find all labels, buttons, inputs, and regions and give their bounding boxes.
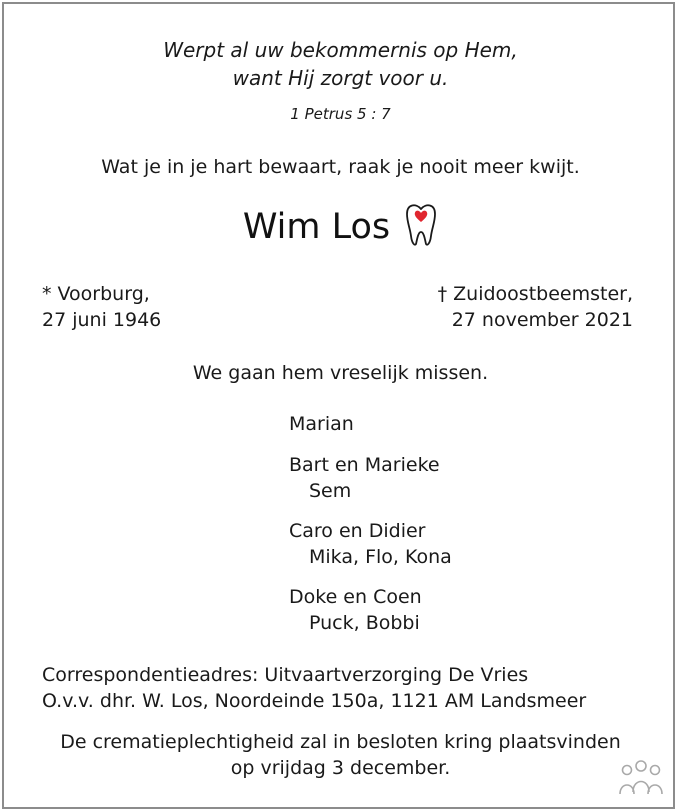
family-member: Bart en Marieke — [289, 454, 440, 476]
ceremony-line-1: De crematieplechtigheid zal in besloten kring plaatsvinden — [60, 731, 621, 753]
death-date: 27 november 2021 — [451, 309, 633, 331]
farewell-message: We gaan hem vreselijk missen. — [192, 362, 489, 384]
birth-date: 27 juni 1946 — [42, 309, 162, 331]
family-member: Caro en Didier — [289, 520, 426, 542]
verse-line-2: want Hij zorgt voor u. — [232, 66, 449, 90]
family-member: Doke en Coen — [289, 586, 422, 608]
verse-reference: 1 Petrus 5 : 7 — [290, 105, 391, 123]
ceremony-line-2: op vrijdag 3 december. — [230, 757, 451, 779]
people-group-icon — [618, 758, 664, 798]
deceased-name: Wim Los — [242, 207, 391, 247]
verse-line-1: Werpt al uw bekommernis op Hem, — [163, 38, 518, 62]
family-children: Puck, Bobbi — [309, 612, 420, 634]
birth-place: * Voorburg, — [42, 283, 150, 305]
family-children: Sem — [309, 480, 352, 502]
correspondence-line-1: Correspondentieadres: Uitvaartverzorging De Vries — [42, 664, 529, 686]
tooth-heart-icon — [404, 202, 438, 252]
deceased-name-row — [4, 199, 677, 255]
family-member: Marian — [289, 413, 354, 435]
correspondence-line-2: O.v.v. dhr. W. Los, Noordeinde 150a, 1121 AM Landsmeer — [42, 690, 587, 712]
motto: Wat je in je hart bewaart, raak je nooit meer kwijt. — [101, 156, 580, 178]
obituary-card — [2, 2, 675, 809]
death-place: † Zuidoostbeemster, — [437, 283, 633, 305]
family-children: Mika, Flo, Kona — [309, 546, 452, 568]
